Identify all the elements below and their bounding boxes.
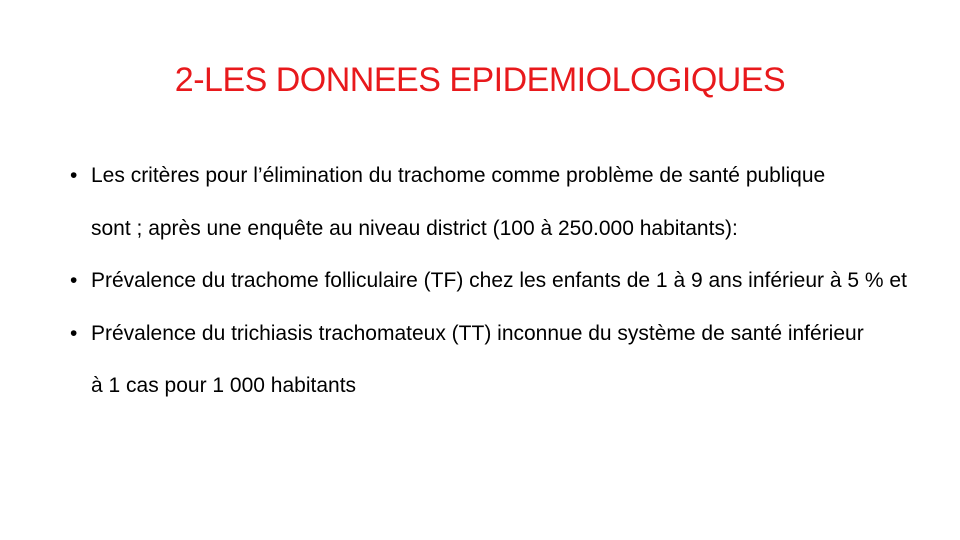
bullet-marker: • [70, 321, 78, 345]
bullet-item [70, 308, 910, 413]
bullet-text: Prévalence du trachome folliculaire (TF) chez les enfants de 1 à 9 ans inférieur à 5 % et [91, 269, 907, 292]
slide-title: 2-LES DONNEES EPIDEMIOLOGIQUES [174, 61, 786, 99]
bullet-marker: • [70, 269, 78, 292]
bullet-text: Prévalence du trichiasis trachomateux (TT) inconnue du système de santé inférieur à 1 cas pour 1 000 habitants [91, 321, 864, 397]
bullet-text: Les critères pour l’élimination du trachome comme problème de santé publique sont ; après une enquête au niveau district (100 à 250.000 habitants): [91, 164, 826, 240]
bullet-list [70, 150, 910, 413]
bullet-marker: • [70, 164, 78, 187]
bullet-item [70, 150, 910, 255]
bullet-item [70, 255, 910, 308]
